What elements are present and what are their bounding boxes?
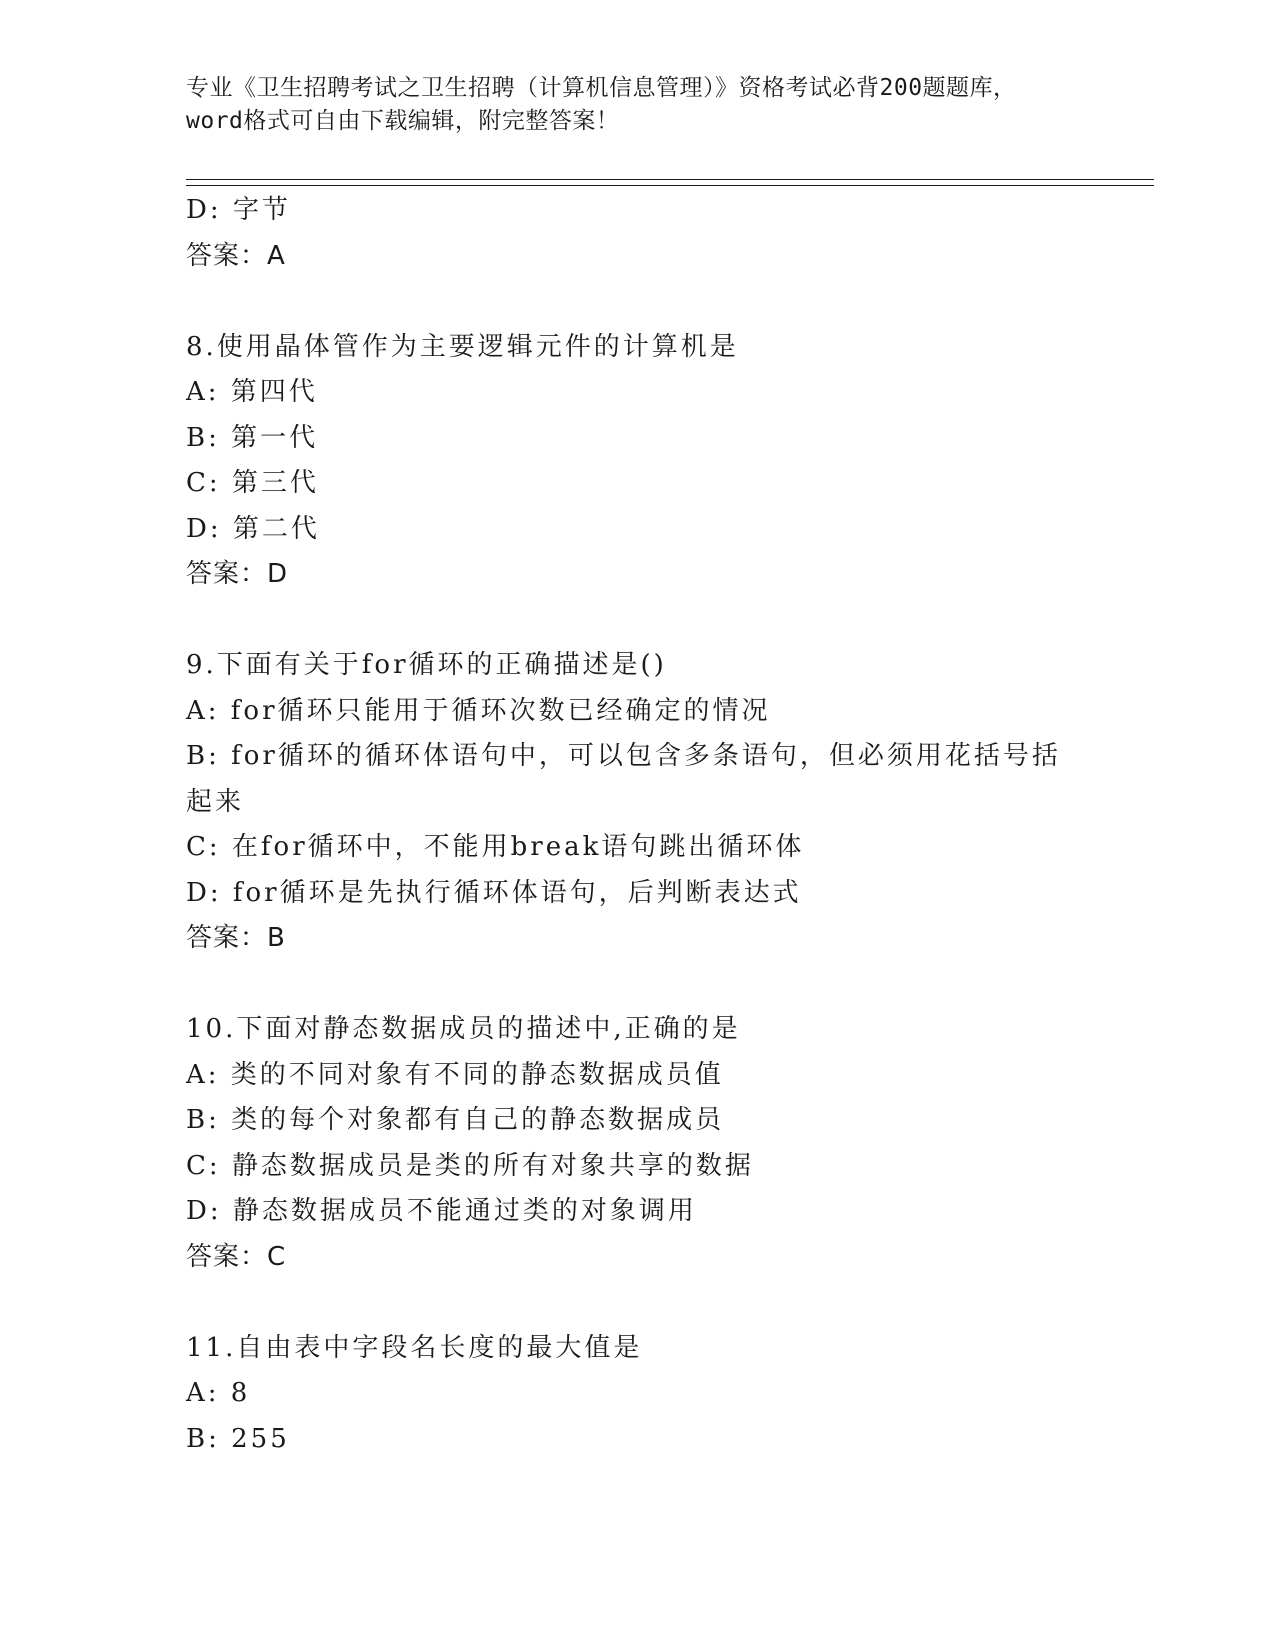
- spacer: [186, 598, 1086, 644]
- option-d: D: 字节: [186, 195, 291, 225]
- option-d: D: 静态数据成员不能通过类的对象调用: [186, 1196, 697, 1226]
- answer-line: 答案：A: [186, 240, 286, 271]
- question-stem: 9.下面有关于for循环的正确描述是(): [186, 650, 667, 680]
- answer-line: 答案：B: [186, 923, 286, 953]
- option-b: B: for循环的循环体语句中，可以包含多条语句，但必须用花括号括起来: [186, 741, 1061, 817]
- option-c: C: 静态数据成员是类的所有对象共享的数据: [186, 1150, 754, 1181]
- option-d: D: for循环是先执行循环体语句，后判断表达式: [186, 877, 802, 908]
- question-stem: 11.自由表中字段名长度的最大值是: [186, 1332, 643, 1363]
- question-block-11: [186, 1326, 1086, 1463]
- spacer: [186, 962, 1086, 1008]
- question-block-10: [186, 1007, 1086, 1280]
- answer-line: 答案：D: [186, 559, 289, 589]
- answer-line: 答案：C: [186, 1241, 287, 1272]
- option-a: A: for循环只能用于循环次数已经确定的情况: [186, 695, 771, 726]
- question-content: [186, 188, 1086, 1462]
- document-header: [186, 72, 1076, 138]
- option-b: B: 第一代: [186, 422, 319, 453]
- header-title-line1: 专业《卫生招聘考试之卫生招聘（计算机信息管理）》资格考试必背200题题库，: [186, 75, 1017, 101]
- header-title-line2: word格式可自由下载编辑，附完整答案！: [186, 108, 620, 134]
- spacer: [186, 1280, 1086, 1326]
- question-stem: 8.使用晶体管作为主要逻辑元件的计算机是: [186, 331, 739, 362]
- option-c: C: 在for循环中，不能用break语句跳出循环体: [186, 832, 805, 862]
- question-block-8: [186, 325, 1086, 598]
- question-block-9: [186, 643, 1086, 962]
- header-divider-bottom: [186, 185, 1154, 186]
- option-b: B: 类的每个对象都有自己的静态数据成员: [186, 1105, 725, 1135]
- option-b: B: 255: [186, 1423, 290, 1454]
- option-a: A: 第四代: [186, 377, 318, 407]
- question-stem: 10.下面对静态数据成员的描述中,正确的是: [186, 1014, 741, 1044]
- option-a: A: 类的不同对象有不同的静态数据成员值: [186, 1059, 724, 1090]
- spacer: [186, 279, 1086, 325]
- header-divider-top: [186, 179, 1154, 180]
- option-c: C: 第三代: [186, 468, 319, 498]
- option-d: D: 第二代: [186, 513, 320, 544]
- option-a: A: 8: [186, 1378, 251, 1408]
